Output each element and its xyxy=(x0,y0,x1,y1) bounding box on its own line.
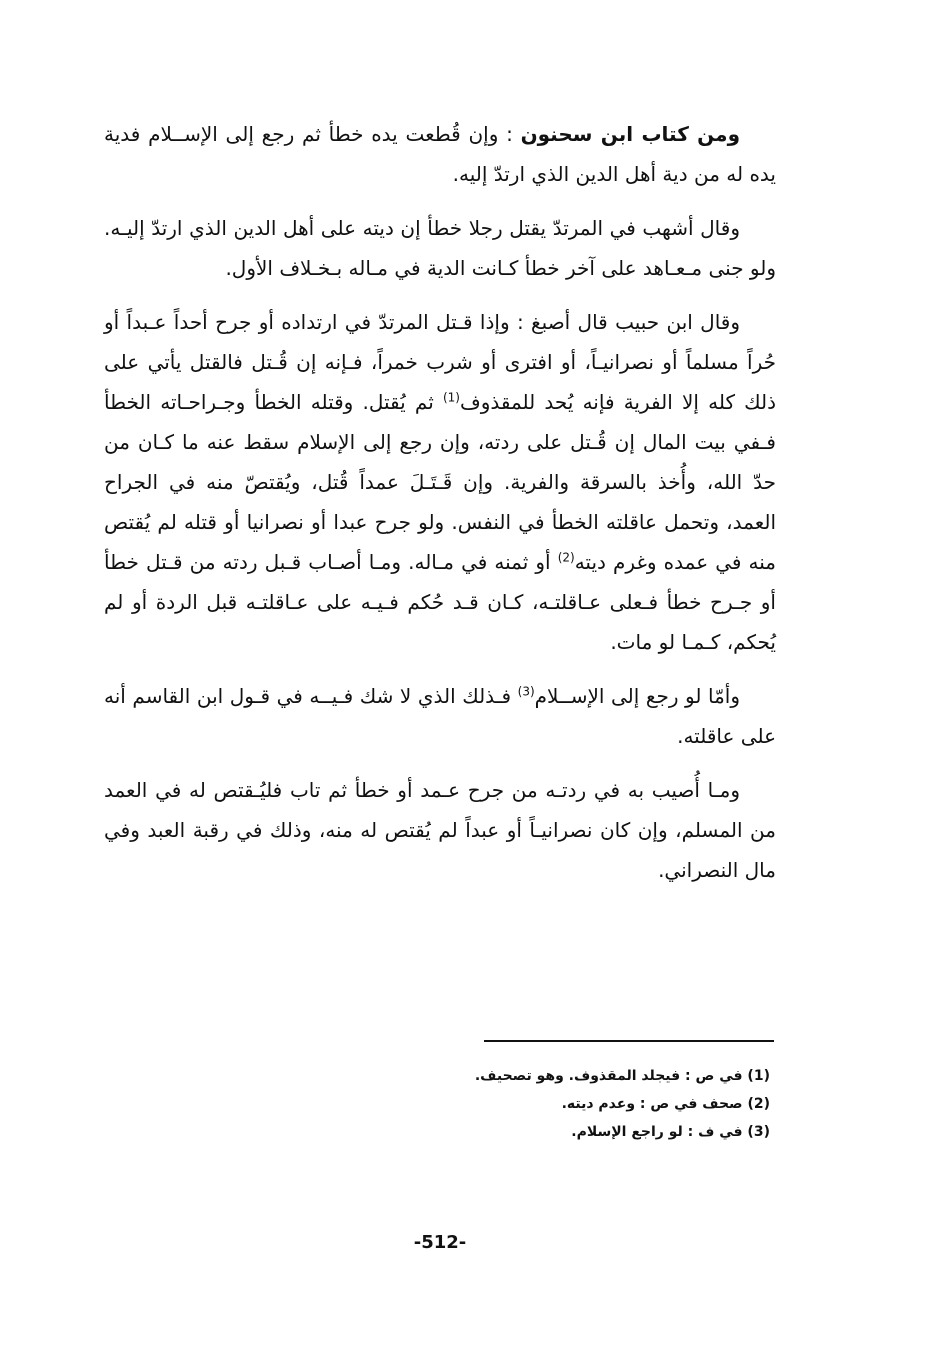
footnote-ref-3: (3) xyxy=(517,684,535,699)
paragraph-4 xyxy=(104,676,776,756)
paragraph-2 xyxy=(104,208,776,288)
footnote-divider xyxy=(484,1040,774,1042)
footnote-1: (1) في ص : فيجلد المقذوف. وهو تصحيف. xyxy=(474,1068,770,1084)
footnotes xyxy=(320,1062,770,1146)
page-number: -512- xyxy=(413,1232,467,1253)
footnote-3: (3) في ف : لو راجع الإسلام. xyxy=(571,1124,770,1140)
paragraph-text: فـذلك الذي لا شك فـيــه في قـول ابن القاسم أنه على عاقلته. xyxy=(104,684,776,748)
paragraph-text: وأمّا لو رجع إلى الإســلام xyxy=(534,684,741,708)
footnote-ref-2: (2) xyxy=(557,550,575,565)
paragraph-text: ومـا أُصيب به في ردتـه من جرح عـمد أو خطأ ثم تاب فليُـقتص له في العمد من المسلم، وإن كان نصرانيـاً أو عبداً لم يُقتص له منه، وذلك في رقبة العبد وفي مال النصراني. xyxy=(104,778,776,882)
paragraph-text: ثم يُقتل. وقتله الخطأ وجـراحـاته الخطأ فـفي بيت المال إن قُـتل على ردته، وإن رجع إلى الإسلام سقط عنه ما كـان من حدّ الله، وأُخذ بالسرقة والفرية. وإن قَـتَـلَ عمداً قُتل، ويُقتصّ منه في الجراح العمد، وتحمل عاقلته الخطأ في النفس. ولو جرح عبدا أو نصرانيا أو قتله لم يُقتص منه في عمده وغرم ديته xyxy=(104,390,777,574)
paragraph-text: أو ثمنه في مـاله. ومـا أصـاب قـبل ردته من قـتل خطأ أو جـرح خطأ فـعلى عـاقلتـه، كـان قـد حُكم فـيـه على عـاقلتـه قبل الردة أو لم يُحكم، كـمـا لو مات. xyxy=(104,550,776,654)
paragraph-text: : وإن قُطعت يده خطأ ثم رجع إلى الإســلام فدية يده له من دية أهل الدين الذي ارتدّ إليه. xyxy=(104,122,776,186)
paragraph-3 xyxy=(104,302,776,662)
paragraph-text: وقال أشهب في المرتدّ يقتل رجلا خطأ إن ديته على أهل الدين الذي ارتدّ إليـه. ولو جنى مـعـاهد على آخر خطأ كـانت الدية في مـاله بـخـلاف الأول. xyxy=(104,216,776,280)
source-title: ومن كتاب ابن سحنون xyxy=(520,122,740,146)
paragraph-5 xyxy=(104,770,776,890)
footnote-ref-1: (1) xyxy=(442,390,460,405)
paragraph-text: وقال ابن حبيب قال أصبغ : وإذا قـتل المرتدّ في ارتداده أو جرح أحداً عـبداً أو حُراً مسلماً أو نصرانيـاً، أو افترى أو شرب خمراً، فـإنه إن قُـتل فالقتل يأتي على ذلك كله إلا الفرية فإنه يُحد للمقذوف xyxy=(104,310,776,414)
footnote-2: (2) صحف في ص : وعدم ديته. xyxy=(561,1096,770,1112)
main-text xyxy=(104,114,776,904)
paragraph-1 xyxy=(104,114,776,194)
